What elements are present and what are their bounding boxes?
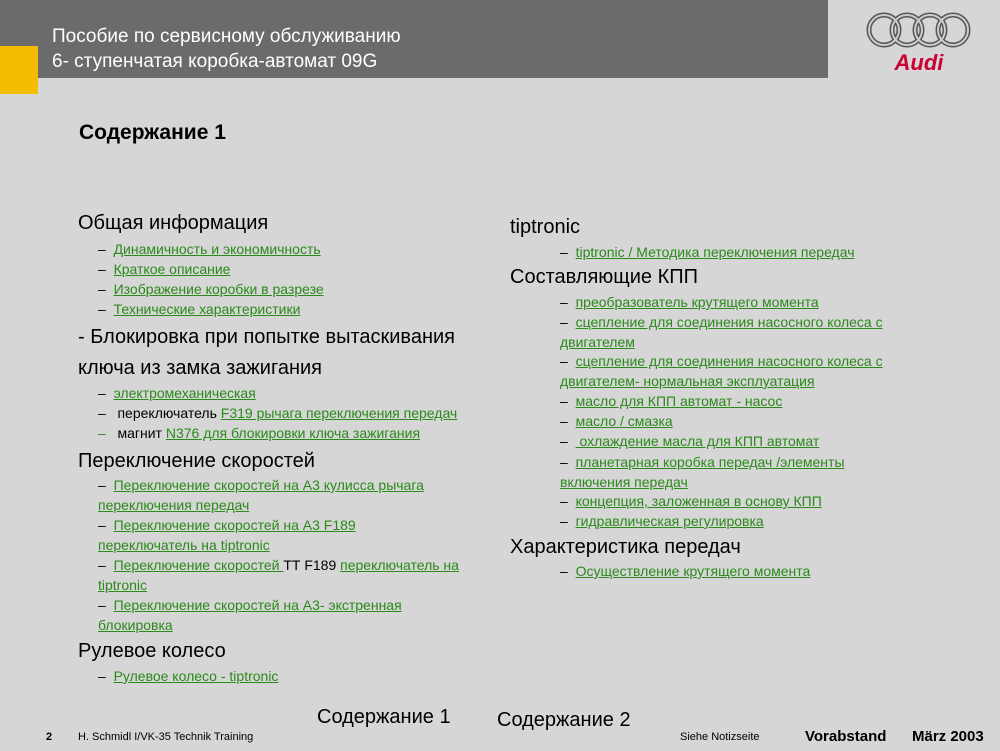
- link-clutch-engine[interactable]: сцепление для соединения насосного колеса с двигателем: [560, 314, 883, 350]
- link-oil-lube[interactable]: масло / смазка: [575, 413, 673, 429]
- header-title-line1: Пособие по сервисному обслуживанию: [52, 26, 401, 47]
- link-oil-pump[interactable]: масло для КПП автомат - насос: [575, 393, 783, 409]
- link-f319[interactable]: F319 рычага переключения передач: [220, 405, 458, 421]
- list-item: – Переключение скоростей на А3 кулисса рычага переключения передач: [98, 477, 424, 513]
- content-title: Содержание 1: [79, 121, 226, 144]
- list-item: – сцепление для соединения насосного колеса с двигателем- нормальная эксплуатация: [560, 353, 883, 389]
- list-item: – масло для КПП автомат - насос: [560, 393, 783, 409]
- list-item: – планетарная коробка передач /элементы включения передач: [560, 454, 845, 490]
- link-shift-a3-gate[interactable]: Переключение скоростей на А3 кулисса рычага переключения передач: [98, 477, 424, 513]
- link-shift-tt[interactable]: Переключение скоростей: [113, 557, 284, 573]
- list-item: – гидравлическая регулировка: [560, 513, 764, 529]
- list-item: – магнит N376 для блокировки ключа зажигания: [98, 425, 421, 441]
- list-item: – масло / смазка: [560, 413, 673, 429]
- link-wheel-tiptronic[interactable]: Рулевое колесо - tiptronic: [113, 668, 279, 684]
- link-oil-cooling[interactable]: охлаждение масла для КПП автомат: [575, 433, 820, 449]
- audi-logo: [862, 8, 980, 78]
- list-item: – Краткое описание: [98, 261, 231, 277]
- link-shift-a3-f189[interactable]: Переключение скоростей на А3 F189 переключатель на tiptronic: [98, 517, 356, 553]
- nav-contents-1-button[interactable]: Содержание 1: [317, 706, 451, 728]
- link-hydraulic[interactable]: гидравлическая регулировка: [575, 513, 764, 529]
- link-n376[interactable]: N376 для блокировки ключа зажигания: [165, 425, 421, 441]
- list-item: – tiptronic / Методика переключения передач: [560, 244, 855, 260]
- list-item: – Переключение скоростей на А3 F189 переключатель на tiptronic: [98, 517, 356, 553]
- section-lock-line2: ключа из замка зажигания: [78, 357, 322, 379]
- section-components: Составляющие КПП: [510, 266, 698, 288]
- footer-status: Vorabstand: [805, 728, 887, 745]
- list-item: – электромеханическая: [98, 385, 256, 401]
- link-shift-tt-switch[interactable]: переключатель на tiptronic: [98, 557, 459, 593]
- footer-date: März 2003: [912, 728, 984, 745]
- audi-logo-text: Audi: [894, 50, 944, 75]
- section-wheel: Рулевое колесо: [78, 640, 226, 662]
- link-short-description[interactable]: Краткое описание: [113, 261, 231, 277]
- footer-notes: Siehe Notizseite: [680, 731, 760, 743]
- list-item: – охлаждение масла для КПП автомат: [560, 433, 820, 449]
- accent-block: [0, 46, 38, 94]
- list-item: – Технические характеристики: [98, 301, 301, 317]
- footer-author: H. Schmidl I/VK-35 Technik Training: [78, 731, 254, 743]
- link-torque-transfer[interactable]: Осуществление крутящего момента: [575, 563, 811, 579]
- list-item: – Переключение скоростей ТТ F189 переключатель на tiptronic: [98, 557, 459, 593]
- item-text: магнит: [113, 425, 166, 441]
- list-item: – преобразователь крутящего момента: [560, 294, 819, 310]
- link-shift-emergency[interactable]: Переключение скоростей на А3- экстренная блокировка: [98, 597, 402, 633]
- section-general: Общая информация: [78, 212, 269, 234]
- section-gears: Характеристика передач: [510, 536, 741, 558]
- link-tech-specs[interactable]: Технические характеристики: [113, 301, 301, 317]
- link-concept[interactable]: концепция, заложенная в основу КПП: [575, 493, 822, 509]
- list-item: – Переключение скоростей на А3- экстренная блокировка: [98, 597, 402, 633]
- link-electromech[interactable]: электромеханическая: [113, 385, 256, 401]
- link-dynamics[interactable]: Динамичность и экономичность: [113, 241, 321, 257]
- item-text: ТТ F189: [283, 557, 341, 573]
- list-item: – Осуществление крутящего момента: [560, 563, 811, 579]
- link-cutaway[interactable]: Изображение коробки в разрезе: [113, 281, 324, 297]
- list-item: – концепция, заложенная в основу КПП: [560, 493, 822, 509]
- list-item: – Рулевое колесо - tiptronic: [98, 668, 279, 684]
- link-clutch-normal[interactable]: сцепление для соединения насосного колеса с двигателем- нормальная эксплуатация: [560, 353, 883, 389]
- section-tiptronic: tiptronic: [510, 216, 581, 238]
- list-item: – Динамичность и экономичность: [98, 241, 321, 257]
- link-torque-converter[interactable]: преобразователь крутящего момента: [575, 294, 819, 310]
- page-number: 2: [46, 731, 53, 743]
- list-item: – переключатель F319 рычага переключения передач: [98, 405, 458, 421]
- link-tiptronic-method[interactable]: tiptronic / Методика переключения передач: [575, 244, 855, 260]
- list-item: – сцепление для соединения насосного колеса с двигателем: [560, 314, 883, 350]
- header-title-line2: 6- ступенчатая коробка-автомат 09G: [52, 51, 378, 72]
- section-lock-line1: - Блокировка при попытке вытаскивания: [78, 326, 456, 348]
- link-planetary[interactable]: планетарная коробка передач /элементы включения передач: [560, 454, 845, 490]
- list-item: – Изображение коробки в разрезе: [98, 281, 324, 297]
- section-shift: Переключение скоростей: [78, 450, 315, 472]
- item-text: переключатель: [113, 405, 221, 421]
- nav-contents-2-button[interactable]: Содержание 2: [497, 709, 631, 731]
